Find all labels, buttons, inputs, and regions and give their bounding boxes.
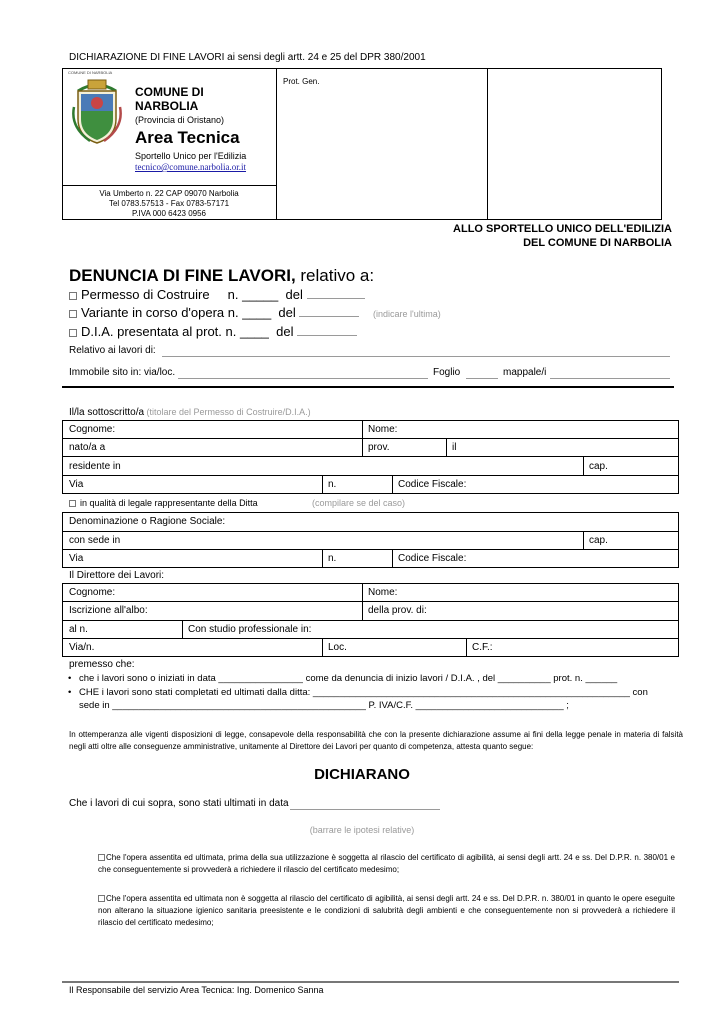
codice-fiscale-field[interactable]: Codice Fiscale: (398, 479, 467, 490)
coat-of-arms-icon (68, 77, 126, 150)
dl-via-field[interactable]: Via/n. (69, 642, 95, 653)
document-title: DICHIARAZIONE DI FINE LAVORI ai sensi degli artt. 24 e 25 del DPR 380/2001 (69, 52, 426, 63)
mappale-field[interactable] (550, 378, 670, 379)
premesso-bullet-1: • che i lavori sono o iniziati in data ________________ come da denuncia di inizio lavori / D.I.A. , del __________ prot. n. ______ (68, 673, 618, 684)
option-dia[interactable]: D.I.A. presentata al prot. n. ____ del (69, 323, 441, 341)
civico-field[interactable]: n. (328, 479, 337, 490)
address-line: Via Umberto n. 22 CAP 09070 Narbolia (99, 189, 239, 198)
tel-line: Tel 0783.57513 - Fax 0783-57171 (108, 199, 230, 208)
ditta-civico-field[interactable]: n. (328, 553, 337, 564)
ipotesi-2[interactable]: Che l'opera assentita ed ultimata non è soggetta al rilascio del certificato di agibilità, ai sensi degli artt. 24 e ss. Del D.P.R. n. 380/01 in quanto le opere eseguite non alterano la situazione igienico sanitaria preesistente e le condizioni di salubrità degli ambienti e che conseguentemente non si provvederà a richiedere il rilascio del certificato medesimo; (98, 894, 675, 927)
mappale-label: mappale/i (503, 367, 547, 378)
ditta-cap-field[interactable]: cap. (589, 535, 608, 546)
comune-line2: NARBOLIA (135, 99, 199, 113)
data-nascita-field[interactable]: il (452, 442, 457, 453)
comune-line1: COMUNE DI (135, 85, 204, 99)
dl-numero-field[interactable]: al n. (69, 624, 88, 635)
via-field[interactable]: Via (69, 479, 84, 490)
ultimati-label: Che i lavori di cui sopra, sono stati ultimati in data (69, 798, 289, 809)
qualita-option[interactable]: in qualità di legale rappresentante della Ditta (69, 498, 258, 508)
nato-field[interactable]: nato/a a (69, 442, 106, 453)
cognome-field[interactable]: Cognome: (69, 424, 116, 435)
sede-field[interactable]: con sede in (69, 535, 121, 546)
residente-field[interactable]: residente in (69, 461, 121, 472)
direttore-label: Il Direttore dei Lavori: (69, 570, 165, 581)
ditta-cf-field[interactable]: Codice Fiscale: (398, 553, 467, 564)
sportello-label: Sportello Unico per l'Edilizia (135, 151, 247, 161)
crest-caption: COMUNE DI NARBOLIA (68, 70, 113, 75)
premesso-label: premesso che: (69, 659, 135, 670)
relativo-label: Relativo ai lavori di: (69, 345, 156, 356)
option-variante[interactable]: Variante in corso d'opera n. ____ del (indicare l'ultima) (69, 304, 441, 323)
checkbox-permesso[interactable] (69, 292, 77, 300)
area-title: Area Tecnica (135, 128, 240, 147)
checkbox-ipotesi-1[interactable] (98, 854, 105, 861)
dl-nome-field[interactable]: Nome: (368, 587, 398, 598)
immobile-field[interactable] (178, 378, 428, 379)
checkbox-ditta[interactable] (69, 500, 76, 507)
denominazione-field[interactable]: Denominazione o Ragione Sociale: (69, 516, 226, 527)
immobile-label: Immobile sito in: via/loc. (69, 367, 176, 378)
sottoscritto-label: Il/la sottoscritto/a (titolare del Permesso di Costruire/D.I.A.) (69, 407, 311, 418)
dl-cf-field[interactable]: C.F.: (472, 642, 493, 653)
cap-field[interactable]: cap. (589, 461, 608, 472)
option-permesso[interactable]: Permesso di Costruire n. _____ del (69, 286, 441, 304)
footer-responsabile: Il Responsabile del servizio Area Tecnica: Ing. Domenico Sanna (69, 985, 324, 995)
ultimati-date-field[interactable] (290, 809, 440, 810)
dl-prov-field[interactable]: della prov. di: (368, 605, 427, 616)
premesso-bullet-2: • CHE i lavori sono stati completati ed ultimati dalla ditta: ____________________________________________________________ con (68, 686, 648, 698)
barrare-note: (barrare le ipotesi relative) (309, 825, 415, 835)
prot-gen-label: Prot. Gen. (283, 77, 320, 86)
ipotesi-1[interactable]: Che l'opera assentita ed ultimata, prima della sua utilizzazione è soggetta al rilascio del certificato di agibilità, ai sensi degli artt. 24 e ss. Del D.P.R. n. 380/01 e che conseguentemente si provvederà a richiedere il rilascio del certificato medesimo; (98, 853, 675, 874)
nome-field[interactable]: Nome: (368, 424, 398, 435)
foglio-field[interactable] (466, 378, 498, 379)
ditta-via-field[interactable]: Via (69, 553, 84, 564)
dichiarano-heading: DICHIARANO (314, 766, 410, 783)
provincia: (Provincia di Oristano) (135, 115, 225, 125)
recipient-line1: ALLO SPORTELLO UNICO DELL'EDILIZIA (453, 223, 672, 235)
checkbox-ipotesi-2[interactable] (98, 895, 105, 902)
dl-albo-field[interactable]: Iscrizione all'albo: (69, 605, 148, 616)
ottemperanza-paragraph: In ottemperanza alle vigenti disposizioni di legge, consapevole della responsabilità che con la presente dichiarazione assume ai fini della legge penale in materia di falsità negli atti oltre alle conseguenze amministrative, unitamente al Direttore dei Lavori per quanto di competenza, attesta quanto segue: (69, 730, 683, 751)
denuncia-title: DENUNCIA DI FINE LAVORI, relativo a: (69, 266, 375, 285)
premesso-bullet-2-cont: sede in ________________________________________________ P. IVA/C.F. ____________________________ ; (79, 700, 569, 711)
email-link[interactable]: tecnico@comune.narbolia.or.it (135, 162, 247, 172)
recipient-line2: DEL COMUNE DI NARBOLIA (523, 237, 672, 249)
checkbox-variante[interactable] (69, 310, 77, 318)
checkbox-dia[interactable] (69, 329, 77, 337)
ditta-note: (compilare se del caso) (312, 498, 406, 508)
relativo-field[interactable] (162, 356, 670, 357)
piva-line: P.IVA 000 6423 0956 (132, 209, 206, 218)
dl-loc-field[interactable]: Loc. (328, 642, 347, 653)
prov-field[interactable]: prov. (368, 442, 390, 453)
dl-cognome-field[interactable]: Cognome: (69, 587, 116, 598)
dl-studio-field[interactable]: Con studio professionale in: (188, 624, 312, 635)
foglio-label: Foglio (433, 367, 461, 378)
